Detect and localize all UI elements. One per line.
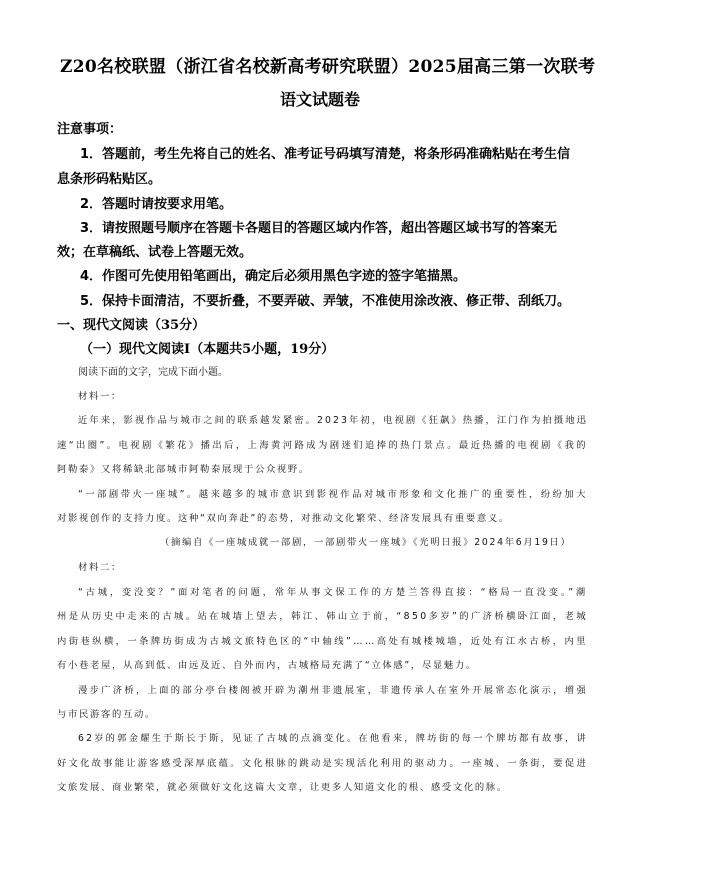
notice-heading: 注意事项： xyxy=(57,122,123,137)
section-heading: 一、现代文阅读（35分） xyxy=(57,318,206,333)
exam-title: Z20名校联盟（浙江省名校新高考研究联盟）2025届高三第一次联考 xyxy=(60,57,596,77)
paragraph-line: 州是从历史中走来的古城。站在城墙上望去，韩江、韩山立于前，“850多岁”的广济桥横卧江面，老城 xyxy=(57,611,588,622)
paragraph-line: “古城，变没变？”面对笔者的问题，常年从事文保工作的方楚兰答得直接：“格局一直没变。”潮 xyxy=(78,587,588,598)
exam-subtitle: 语文试题卷 xyxy=(279,90,360,109)
paragraph-line: 62岁的郭金耀生于斯长于斯，见证了古城的点滴变化。在他看来，牌坊街的每一个牌坊都有故事，讲 xyxy=(78,733,588,744)
paragraph-line: 近年来，影视作品与城市之间的联系越发紧密。2023年初，电视剧《狂飙》热播，江门作为拍摄地迅 xyxy=(78,415,588,426)
paragraph-line: 内街巷纵横，一条牌坊街成为古城文旅特色区的“中轴线”……高处有城楼城墙，近处有江水古桥，内里 xyxy=(57,636,588,647)
paragraph-line: 对影视创作的支持力度。这种“双向奔赴”的态势，对推动文化繁荣、经济发展具有重要意义。 xyxy=(57,513,510,524)
paragraph-line: 好文化故事能让游客感受深厚底蕴。文化根脉的跳动是实现活化利用的驱动力。一座城、一条街，要促进 xyxy=(57,758,588,769)
notice-item-3-cont: 效；在草稿纸、试卷上答题无效。 xyxy=(57,245,253,260)
paragraph-line: 阿勒泰》又将稀缺北部城市阿勒泰展现于公众视野。 xyxy=(57,464,310,475)
paragraph-line: 文旅发展、商业繁荣，就必须做好文化这篇大文章，让更多人知道文化的根、感受文化的脉。 xyxy=(57,782,508,793)
paragraph-line: 有小巷老屋，从高到低、由远及近、自外而内，古城格局充满了“立体感”，尽显魅力。 xyxy=(57,660,477,671)
notice-item-1: 1．答题前，考生先将自己的姓名、准考证号码填写清楚，将条形码准确粘贴在考生信 xyxy=(80,147,571,162)
material-1-source: （摘编自《一座城成就一部剧，一部剧带火一座城》《光明日报》2024年6月19日） xyxy=(160,537,572,548)
material-2-label: 材料二： xyxy=(78,562,122,573)
material-1-label: 材料一： xyxy=(78,391,122,402)
notice-item-2: 2．答题时请按要求用笔。 xyxy=(80,197,233,212)
section-instruction: 阅读下面的文字，完成下面小题。 xyxy=(78,367,228,378)
paragraph-line: 漫步广济桥，上面的部分亭台楼阁被开辟为潮州非遗展室，非遗传承人在室外开展常态化演示，增强 xyxy=(78,685,588,696)
section-subheading: （一）现代文阅读Ⅰ（本题共5小题，19分） xyxy=(80,342,335,357)
paragraph-line: 与市民游客的互动。 xyxy=(57,709,156,720)
notice-item-4: 4．作图可先使用铅笔画出，确定后必须用黑色字迹的签字笔描黑。 xyxy=(80,269,467,284)
notice-item-5: 5．保持卡面清洁，不要折叠，不要弄破、弄皱，不准使用涂改液、修正带、刮纸刀。 xyxy=(80,294,571,309)
paragraph-line: 速“出圈”。电视剧《繁花》播出后，上海黄河路成为剧迷们追捧的热门景点。最近热播的电视剧《我的 xyxy=(57,440,588,451)
notice-item-3: 3．请按照题号顺序在答题卡各题目的答题区域内作答，超出答题区域书写的答案无 xyxy=(80,221,558,236)
paragraph-line: “一部剧带火一座城”。越来越多的城市意识到影视作品对城市形象和文化推广的重要性，纷纷加大 xyxy=(78,489,588,500)
notice-item-1-cont: 息条形码粘贴区。 xyxy=(57,172,162,187)
